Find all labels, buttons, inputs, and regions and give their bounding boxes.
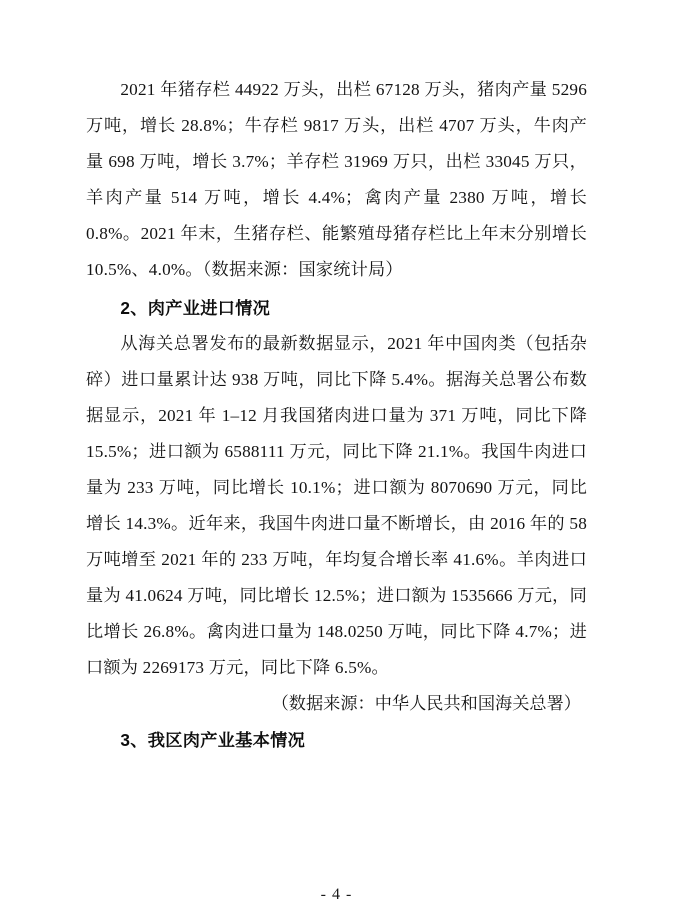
paragraph-livestock-stats: 2021 年猪存栏 44922 万头，出栏 67128 万头，猪肉产量 5296 万吨，增长 28.8%；牛存栏 9817 万头，出栏 4707 万头，牛肉产量 698 万吨，增长 3.7%；羊存栏 31969 万只，出栏 33045 万只，羊肉产量 514 万吨，增长 4.4%；禽肉产量 2380 万吨，增长 0.8%。2021 年末，生猪存栏、能繁殖母猪存栏比上年末分别增长 10.5%、4.0%。（数据来源：国家统计局）: [86, 80, 587, 279]
page-number: - 4 -: [320, 886, 353, 903]
source-attribution-customs: （数据来源：中华人民共和国海关总署）: [271, 694, 581, 713]
heading-import-situation: 2、肉产业进口情况: [120, 298, 271, 318]
heading-regional-situation: 3、我区肉产业基本情况: [120, 730, 306, 750]
paragraph-import-stats: 从海关总署发布的最新数据显示，2021 年中国肉类（包括杂碎）进口量累计达 938 万吨，同比下降 5.4%。据海关总署公布数据显示，2021 年 1–12 月我国猪肉进口量为 371 万吨，同比下降 15.5%；进口额为 6588111 万元，同比下降 21.1%。我国牛肉进口量为 233 万吨，同比增长 10.1%；进口额为 8070690 万元，同比增长 14.3%。近年来，我国牛肉进口量不断增长，由 2016 年的 58 万吨增至 2021 年的 233 万吨，年均复合增长率 41.6%。羊肉进口量为 41.0624 万吨，同比增长 12.5%；进口额为 1535666 万元，同比增长 26.8%。禽肉进口量为 148.0250 万吨，同比下降 4.7%；进口额为 2269173 万元，同比下降 6.5%。: [86, 334, 587, 677]
